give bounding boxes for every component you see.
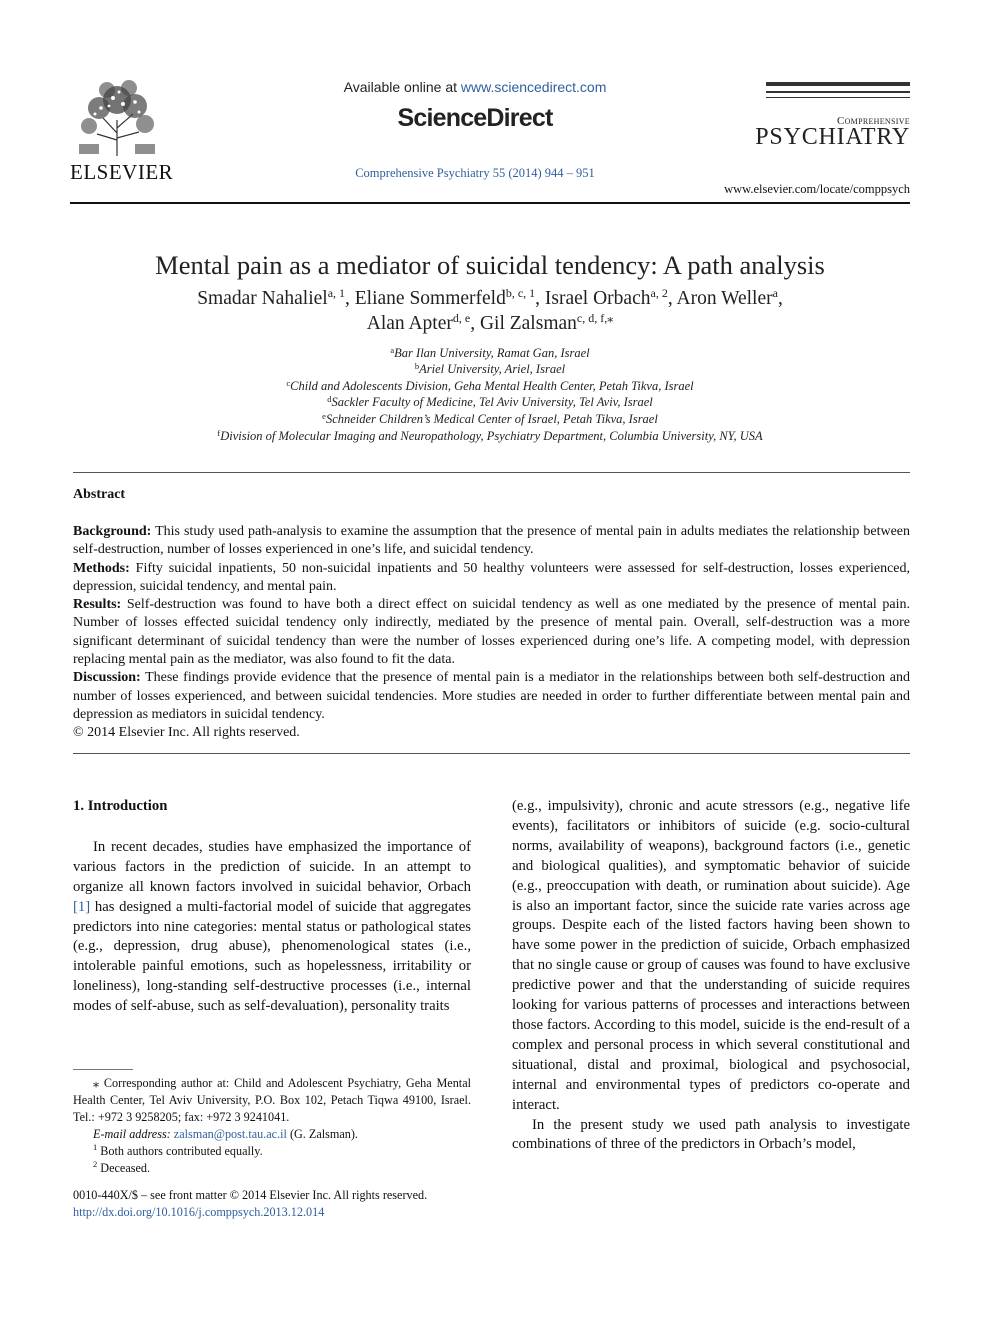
- author-list-line-1: Smadar Nahaliel$^{a, 1}$, Eliane Sommerfeld$^{b, c, 1}$, Israel Orbach$^{a, 2}$, Aron Weller$^a$,: [197, 285, 783, 309]
- issn-line: 0010-440X/$ – see front matter © 2014 Elsevier Inc. All rights reserved.: [73, 1188, 428, 1202]
- intro-paragraph-1: In recent decades, studies have emphasized the importance of various factors in the prediction of suicide. In an attempt to organize all known factors involved in suicidal behavior, Orbach [1] has designed a multi-factorial model of suicide that aggregates predictors into nine categories: mental status or pathological states (e.g., depression, drug abuse), phenomenological states (i.e., intolerable painful emotions, such as hopelessness, irritability or loneliness), long-standing self-destructive processes (i.e., internal modes of self-abuse, such as self-devaluation), personality traits: [73, 838, 471, 1015]
- footnote-corresponding-author: ⁎ Corresponding author at: Child and Adolescent Psychiatry, Geha Mental Health Center, Tel Aviv University, P.O. Box 102, Petach Tiqwa 49100, Israel. Tel.: +972 3 9258205; fax: +972 3 9241041.: [73, 1076, 471, 1124]
- affiliation: $^d$Sackler Faculty of Medicine, Tel Aviv University, Tel Aviv, Israel: [327, 393, 653, 409]
- abstract-background: Background: This study used path-analysis to examine the assumption that the presence of mental pain in adults mediates the relationship between self-destruction, number of losses experienced in one’s life, and suicidal tendency.: [73, 524, 910, 558]
- affiliation: $^c$Child and Adolescents Division, Geha Mental Health Center, Petah Tikva, Israel: [286, 377, 694, 393]
- abstract-discussion: Discussion: These findings provide evidence that the presence of mental pain is a mediator in the relationships between both self-destruction and number of losses experienced, and between suicidal tendencies. More studies are needed in order to further differentiate between mental pain and depression as mediators in suicidal tendency.: [73, 670, 910, 722]
- journal-logo-small: Comprehensive: [836, 115, 910, 127]
- affiliation: $^f$Division of Molecular Imaging and Neuropathology, Psychiatry Department, Columbia University, NY, USA: [217, 427, 763, 443]
- left-column: [73, 797, 471, 1017]
- journal-logo: [755, 82, 910, 152]
- elsevier-logo: [70, 78, 174, 184]
- footnote-1: $^1$ Both authors contributed equally.: [93, 1141, 263, 1158]
- affiliation: $^b$Ariel University, Ariel, Israel: [414, 360, 566, 376]
- sciencedirect-logo: ScienceDirect: [397, 104, 553, 132]
- journal-url[interactable]: www.elsevier.com/locate/comppsych: [724, 182, 910, 196]
- affiliation: $^e$Schneider Children’s Medical Center of Israel, Petah Tikva, Israel: [322, 410, 658, 426]
- abstract-copyright: © 2014 Elsevier Inc. All rights reserved.: [73, 725, 300, 741]
- footnotes: [73, 1075, 471, 1177]
- abstract-heading: Abstract: [73, 487, 126, 502]
- intro-paragraph-1-continued: (e.g., impulsivity), chronic and acute stressors (e.g., negative life events), facilitators or inhibitors of suicide (e.g. socio-cultural norms, availability of weapons), background factors (i.e., genetic and biological qualities), and symptomatic behavior of suicide (e.g., preoccupation with death, or rumination about suicide). Age is also an important factor, since the suicide rate varies across age groups. Despite each of the listed factors having been shown to have some power in the prediction of suicide, Orbach emphasized that no single cause or group of causes was found to have exclusive predictive power and that the understanding of suicide requires looking for various patterns of processes and interactions between those factors. According to this model, suicide is the end-result of a complex and personal process in which several constitutional and situational, distal and proximal, biological and psychosocial, internal and environmental types of predictors co-operate and interact.: [512, 798, 910, 1113]
- author-affil-mark[interactable]: d, e: [452, 310, 471, 325]
- author-name[interactable]: Smadar Nahaliel: [197, 288, 328, 309]
- abstract-methods: Methods: Fifty suicidal inpatients, 50 non-suicidal inpatients and 50 healthy volunteers were assessed for self-destruction, losses experienced, depression, suicidal tendency, and mental pain.: [73, 560, 910, 594]
- journal-reference[interactable]: Comprehensive Psychiatry 55 (2014) 944 – 951: [355, 166, 595, 180]
- available-online: [240, 79, 710, 95]
- affiliation: $^a$Bar Ilan University, Ramat Gan, Israel: [390, 344, 590, 360]
- author-name[interactable]: Eliane Sommerfeld: [354, 288, 506, 309]
- bottom-info: [73, 1187, 493, 1221]
- header-rule: [70, 202, 910, 204]
- author-affil-mark[interactable]: a: [772, 285, 778, 300]
- article-title: Mental pain as a mediator of suicidal tendency: A path analysis: [155, 250, 825, 280]
- elsevier-tree-icon: [73, 78, 161, 158]
- abstract-bottom-rule: [73, 753, 910, 754]
- author-name[interactable]: Gil Zalsman: [479, 313, 577, 334]
- abstract-body: [73, 523, 910, 743]
- author-affil-mark[interactable]: b, c, 1: [505, 285, 536, 300]
- email-link[interactable]: zalsman@post.tau.ac.il: [173, 1127, 287, 1141]
- author-name[interactable]: Alan Apter: [366, 313, 453, 334]
- author-affil-mark[interactable]: a, 2: [650, 285, 668, 300]
- citation-link[interactable]: [1]: [73, 898, 91, 915]
- section-heading-introduction: 1. Introduction: [73, 798, 168, 814]
- doi-link[interactable]: http://dx.doi.org/10.1016/j.comppsych.2013.12.014: [73, 1205, 325, 1219]
- journal-logo-large: PSYCHIATRY: [755, 124, 910, 150]
- intro-paragraph-2: In the present study we used path analysis to investigate combinations of three of the predictors in Orbach’s model,: [512, 1116, 910, 1153]
- footnote-rule: [73, 1069, 133, 1070]
- footnote-2: $^2$ Deceased.: [93, 1158, 151, 1175]
- available-prefix: Available online at: [343, 79, 461, 95]
- author-name[interactable]: Aron Weller: [676, 288, 773, 309]
- author-name[interactable]: Israel Orbach: [544, 288, 651, 309]
- footnote-email: E-mail address: zalsman@post.tau.ac.il (G. Zalsman).: [93, 1127, 358, 1141]
- author-list-line-2: Alan Apter$^{d, e}$, Gil Zalsman$^{c, d, f,⁎}$: [366, 310, 614, 334]
- right-column: [512, 797, 910, 1155]
- author-affil-mark[interactable]: c, d, f,⁎: [576, 310, 614, 325]
- author-affil-mark[interactable]: a, 1: [327, 285, 346, 300]
- sciencedirect-link[interactable]: www.sciencedirect.com: [460, 79, 607, 95]
- abstract-top-rule: [73, 472, 910, 473]
- abstract-results: Results: Self-destruction was found to have both a direct effect on suicidal tendency as well as one mediated by the presence of mental pain. Number of losses effected suicidal tendency only indirectly, mediated by the presence of mental pain. Overall, self-destruction was a more significant determinant of suicidal tendency than were the number of losses experienced during one’s life. A competing model, with depression replacing mental pain as the mediator, was also found to fit the data.: [73, 597, 910, 668]
- elsevier-wordmark: ELSEVIER: [70, 160, 174, 184]
